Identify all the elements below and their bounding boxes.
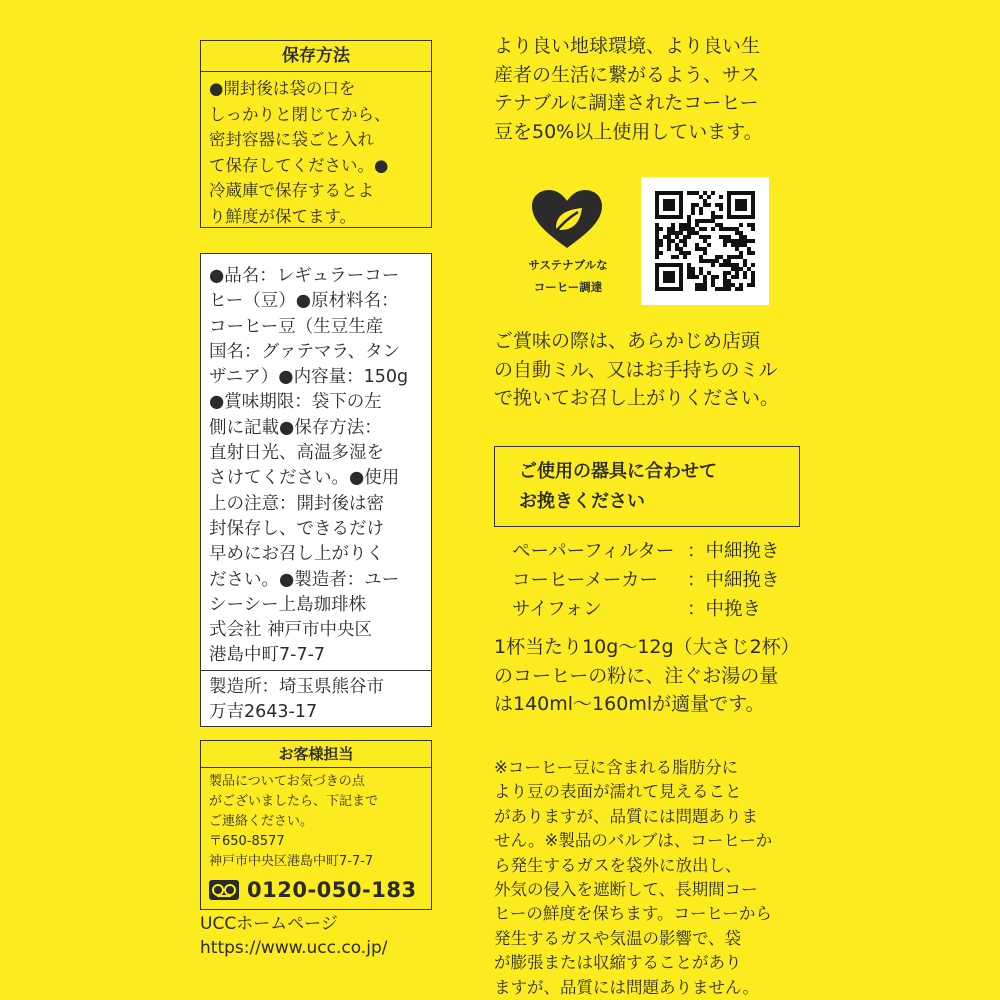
storage-text: ●開封後は袋の口を しっかりと閉じてから、 密封容器に袋ごと入れ て保存してください。● 冷蔵庫で保存するとよ り鮮度が保てます。 (209, 79, 391, 226)
customer-title: お客様担当 (201, 741, 431, 768)
grind-equipment: コーヒーメーカー (512, 570, 658, 591)
grind-note: ご賞味の際は、あらかじめ店頭 の自動ミル、又はお手持ちのミル で挽いてお召し上がりください。 (494, 330, 780, 409)
equipment-box (494, 446, 800, 527)
intro-text: より良い地球環境、より良い生 産者の生活に繋がるよう、サス テナブルに調達されたコーヒー 豆を50%以上使用しています。 (494, 35, 763, 143)
storage-box (200, 40, 432, 228)
grind-row (512, 537, 780, 566)
factory-text: 製造所：埼玉県熊谷市 万吉2643-17 (201, 670, 431, 725)
storage-title: 保存方法 (201, 41, 431, 72)
customer-text: 製品についてお気づきの点 がございましたら、下記まで ご連絡ください。 〒650-8577 神戸市中央区港島中町7-7-7 (209, 774, 379, 869)
dosage-text: 1杯当たり10g～12g（大さじ2杯） のコーヒーの粉に、注ぐお湯の量 は140ml～160mlが適量です。 (494, 636, 800, 715)
grind-table (512, 537, 780, 624)
qr-code[interactable] (641, 177, 769, 305)
equipment-title: ご使用の器具に合わせて お挽きください (519, 461, 717, 512)
phone-number: 0120-050-183 (247, 878, 417, 902)
grind-row (512, 595, 780, 624)
grind-row (512, 566, 780, 595)
grind-equipment: サイフォン (512, 599, 602, 620)
product-info-text: ●品名：レギュラーコー ヒー（豆）●原材料名： コーヒー豆（生豆生産 国名：グァテマラ、タン ザニア）●内容量：150g ●賞味期限：袋下の左 側に記載●保存方法： 直射日光、高温多湿を さけてください。●使用 上の注意：開封後は密 封保存し、できるだけ 早めにお召し上がりく ださい。●製造者：ユー シーシー上島珈琲株 式会社 神戸市中央区 港島中町7-7-7 (209, 266, 409, 666)
grind-equipment: ペーパーフィルター (512, 541, 675, 562)
qr-code-pattern (655, 191, 755, 291)
grind-level: ：中細挽き (687, 541, 780, 562)
homepage-text: UCCホームページ https://www.ucc.co.jp/ (200, 914, 388, 958)
heart-leaf-icon (530, 188, 604, 250)
product-info-box (200, 253, 432, 727)
notice-text: ※コーヒー豆に含まれる脂肪分に より豆の表面が濡れて見えること がありますが、品質には問題ありま せん。※製品のバルブは、コーヒーか ら発生するガスを袋外に放出し、 外気の侵入を遮断して、長期間コー ヒーの鮮度を保ちます。コーヒーから 発生するガスや気温の影響で、袋 が膨張または収縮することがあり ますが、品質には問題ありません。 (494, 758, 773, 997)
grind-level: ：中細挽き (687, 570, 780, 591)
customer-box (200, 740, 432, 910)
sustain-label: サステナブルな コーヒー調達 (528, 258, 608, 294)
grind-level: ：中挽き (687, 599, 762, 620)
freedial-icon (209, 880, 239, 900)
phone-row (209, 878, 417, 902)
